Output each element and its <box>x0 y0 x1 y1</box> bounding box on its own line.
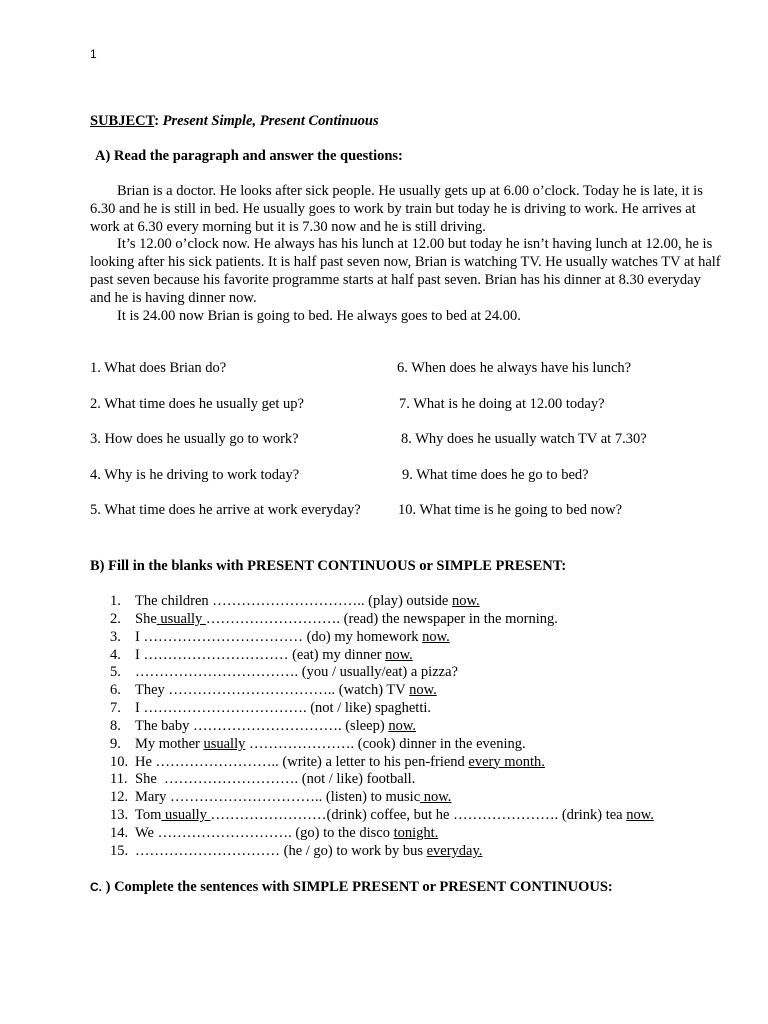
section-a-heading: A) Read the paragraph and answer the questions: <box>95 148 403 164</box>
blank-item-text <box>135 647 413 665</box>
blank-item-text <box>135 736 526 754</box>
passage-paragraph-2: It’s 12.00 o’clock now. He always has his lunch at 12.00 but today he isn’t having lunch at 12.00, he is looking after his sick patients. It is half past seven now, Brian is watching TV. He usually watches TV at half past seven because his favorite programme starts at half past seven. Brian has his dinner at 8.30 everyday and he is having dinner now. <box>90 236 721 306</box>
blank-item-text <box>135 771 415 789</box>
sentence-fragment: The children ………………………….. (play) outside <box>135 593 452 609</box>
blank-item-text <box>135 718 416 736</box>
blank-item-number: 10. <box>110 753 129 770</box>
sentence-fragment: ………………………. (read) the newspaper in the morning. <box>205 610 558 627</box>
subject-line <box>90 113 379 130</box>
sentence-fragment: Mary ………………………….. (listen) to music <box>135 789 421 806</box>
blank-item-number: 3. <box>110 628 121 645</box>
blank-item <box>110 611 654 629</box>
blank-item-text <box>135 593 480 611</box>
blank-item-text <box>135 611 558 629</box>
blank-item-number: 9. <box>110 735 121 752</box>
sentence-fragment: …………………. (cook) dinner in the evening. <box>245 735 526 752</box>
reading-passage <box>90 183 722 325</box>
blank-item-number: 6. <box>110 682 121 699</box>
sentence-fragment: He …………………….. (write) a letter to his pen-friend <box>135 753 469 770</box>
blank-item <box>110 736 654 754</box>
underlined-word: now. <box>451 593 480 609</box>
blank-item-number: 8. <box>110 717 121 734</box>
blank-item-number: 14. <box>110 824 129 841</box>
blank-item-text <box>135 664 458 682</box>
sentence-fragment: I …………………………… (do) my homework <box>135 628 423 645</box>
sentence-fragment: ………………………… (he / go) to work by bus <box>135 842 427 859</box>
question-1: 1. What does Brian do? <box>90 360 227 376</box>
question-4: 4. Why is he driving to work today? <box>90 466 300 483</box>
blank-item-number: 4. <box>110 646 121 663</box>
blank-item <box>110 647 654 665</box>
blank-item-number: 15. <box>110 842 129 859</box>
question-row <box>90 396 730 432</box>
blank-item-text <box>135 789 451 807</box>
underlined-word: now. <box>626 807 654 824</box>
question-2: 2. What time does he usually get up? <box>90 395 304 412</box>
blank-item-text <box>135 825 438 843</box>
question-3: 3. How does he usually go to work? <box>90 431 299 448</box>
question-7: 7. What is he doing at 12.00 today? <box>399 395 605 412</box>
blank-item <box>110 664 654 682</box>
sentence-fragment: They …………………………….. (watch) TV <box>135 682 410 699</box>
subject-title: Present Simple, Present Continuous <box>162 113 379 129</box>
questions-list <box>90 360 730 538</box>
underlined-word: everyday. <box>426 842 483 859</box>
sentence-fragment: ……………………(drink) coffee, but he …………………. (drink) tea <box>210 807 627 824</box>
blank-item <box>110 789 654 807</box>
blank-item <box>110 807 654 825</box>
blank-item-text <box>135 754 545 772</box>
blank-item-number: 5. <box>110 664 121 681</box>
question-6: 6. When does he always have his lunch? <box>397 360 632 376</box>
question-10: 10. What time is he going to bed now? <box>398 502 623 519</box>
passage-paragraph-1: Brian is a doctor. He looks after sick people. He usually gets up at 6.00 o’clock. Today he is late, it is 6.30 and he is still in bed. He usually goes to work by train but today he is driving to work. He arrives at work at 6.30 every morning but it is 7.30 now and he is still driving. <box>90 183 703 235</box>
blank-item-number: 12. <box>110 789 129 806</box>
blank-item <box>110 825 654 843</box>
sentence-fragment: She ………………………. (not / like) football. <box>135 771 416 788</box>
subject-label: SUBJECT <box>90 113 155 129</box>
sentence-fragment: I ………………………… (eat) my dinner <box>135 646 386 663</box>
underlined-word: usually <box>203 735 246 752</box>
underlined-word: now. <box>388 717 416 734</box>
blank-item-text <box>135 843 482 861</box>
page-number: 1 <box>90 47 97 61</box>
question-row <box>90 360 730 396</box>
underlined-word: tonight. <box>393 824 439 841</box>
underlined-word: usually <box>161 807 211 824</box>
question-row <box>90 431 730 467</box>
section-c-letter: C. <box>90 880 102 894</box>
underlined-word: every month. <box>468 753 545 770</box>
underlined-word: now. <box>420 789 452 806</box>
underlined-word: now. <box>385 646 413 663</box>
underlined-word: now. <box>409 682 437 699</box>
blank-item-number: 2. <box>110 610 121 627</box>
blank-item-text <box>135 807 654 825</box>
blank-item-number: 1. <box>110 593 121 609</box>
underlined-word: now. <box>422 628 450 645</box>
section-c-heading <box>90 879 613 896</box>
blank-item <box>110 754 654 772</box>
question-9: 9. What time does he go to bed? <box>402 466 589 483</box>
sentence-fragment: We ………………………. (go) to the disco <box>135 824 394 841</box>
subject-colon: : <box>154 113 160 129</box>
sentence-fragment: ……………………………. (you / usually/eat) a pizza? <box>135 664 458 681</box>
blank-item <box>110 771 654 789</box>
blank-item-number: 13. <box>110 807 129 824</box>
blank-item-text <box>135 700 431 718</box>
sentence-fragment: Tom <box>135 807 162 824</box>
blank-item-text <box>135 629 450 647</box>
blank-item <box>110 700 654 718</box>
blank-item <box>110 629 654 647</box>
blank-item-number: 11. <box>110 771 128 788</box>
blank-item <box>110 593 654 611</box>
sentence-fragment: The baby …………………………. (sleep) <box>135 717 389 734</box>
blank-item-text <box>135 682 437 700</box>
section-c-text: ) Complete the sentences with SIMPLE PRESENT or PRESENT CONTINUOUS: <box>102 879 613 895</box>
blank-item <box>110 843 654 861</box>
blank-item <box>110 718 654 736</box>
underlined-word: usually <box>156 610 206 627</box>
question-5: 5. What time does he arrive at work everyday? <box>90 502 361 519</box>
blank-item <box>110 682 654 700</box>
sentence-fragment: My mother <box>135 735 204 752</box>
fill-in-blanks-list <box>110 593 654 861</box>
sentence-fragment: She <box>135 610 157 627</box>
section-b-heading: B) Fill in the blanks with PRESENT CONTINUOUS or SIMPLE PRESENT: <box>90 558 567 574</box>
sentence-fragment: I ……………………………. (not / like) spaghetti. <box>135 700 432 717</box>
question-8: 8. Why does he usually watch TV at 7.30? <box>401 431 647 448</box>
passage-paragraph-3: It is 24.00 now Brian is going to bed. He always goes to bed at 24.00. <box>117 307 521 324</box>
blank-item-number: 7. <box>110 700 121 717</box>
question-row <box>90 502 730 538</box>
question-row <box>90 467 730 503</box>
